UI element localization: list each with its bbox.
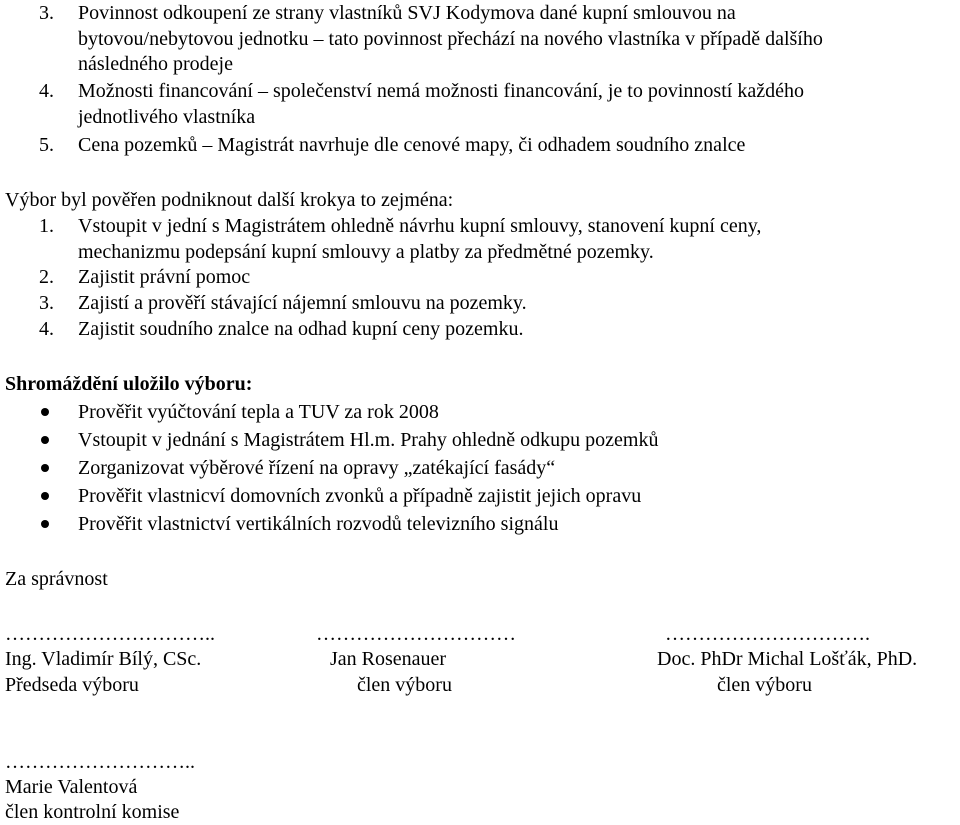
bullet-text: Prověřit vlastnicví domovních zvonků a případně zajistit jejich opravu — [78, 485, 642, 507]
item-text: bytovou/nebytovou jednotku – tato povinnost přechází na nového vlastníka v případě dalšího — [78, 28, 823, 50]
item-text: Povinnost odkoupení ze strany vlastníků SVJ Kodymova dané kupní smlouvou na — [78, 2, 736, 24]
closing-text: Za správnost — [5, 568, 108, 590]
item-text: Zajistit právní pomoc — [78, 266, 251, 288]
item-number: 4. — [39, 80, 54, 102]
signature-dots: ………………………….. — [5, 623, 215, 645]
signatory-name: Doc. PhDr Michal Lošťák, PhD. — [657, 648, 918, 670]
item-number: 1. — [39, 215, 54, 237]
item-number: 3. — [39, 292, 54, 314]
item-text: následného prodeje — [78, 53, 233, 75]
item-text: Zajistí a prověří stávající nájemní smlouvu na pozemky. — [78, 292, 527, 314]
bullet-icon — [41, 436, 49, 444]
assembly-heading: Shromáždění uložilo výboru: — [5, 373, 253, 395]
bullet-text: Prověřit vyúčtování tepla a TUV za rok 2008 — [78, 401, 439, 423]
item-text: jednotlivého vlastníka — [78, 106, 256, 128]
signatory-role: člen kontrolní komise — [5, 801, 180, 823]
item-text: Vstoupit v jední s Magistrátem ohledně návrhu kupní smlouvy, stanovení kupní ceny, — [78, 215, 762, 237]
signatory-name: Marie Valentová — [5, 776, 138, 798]
signatory-role: Předseda výboru — [5, 674, 139, 696]
item-text: Zajistit soudního znalce na odhad kupní ceny pozemku. — [78, 318, 524, 340]
signatory-name: Ing. Vladimír Bílý, CSc. — [5, 648, 202, 670]
item-text: Cena pozemků – Magistrát navrhuje dle cenové mapy, či odhadem soudního znalce — [78, 134, 746, 156]
bullet-text: Prověřit vlastnictví vertikálních rozvodů televizního signálu — [78, 513, 559, 535]
bullet-icon — [41, 408, 49, 416]
item-number: 2. — [39, 266, 54, 288]
item-number: 3. — [39, 2, 54, 24]
bullet-text: Zorganizovat výběrové řízení na opravy „zatékající fasády“ — [78, 457, 556, 479]
committee-heading: Výbor byl pověřen podniknout další krokya to zejména: — [5, 189, 454, 211]
signatory-role: člen výboru — [717, 674, 812, 696]
signature-dots: …………………………. — [665, 623, 870, 645]
item-text: mechanizmu podepsání kupní smlouvy a platby za předmětné pozemky. — [78, 241, 654, 263]
signatory-role: člen výboru — [357, 674, 452, 696]
signatory-name: Jan Rosenauer — [330, 648, 447, 670]
bullet-icon — [41, 492, 49, 500]
signature-dots: ……………………….. — [5, 751, 195, 773]
item-text: Možnosti financování – společenství nemá možnosti financování, je to povinností každého — [78, 80, 804, 102]
item-number: 4. — [39, 318, 54, 340]
item-number: 5. — [39, 134, 54, 156]
bullet-text: Vstoupit v jednání s Magistrátem Hl.m. Prahy ohledně odkupu pozemků — [78, 429, 659, 451]
signature-dots: ………………………… — [316, 623, 516, 645]
bullet-icon — [41, 520, 49, 528]
bullet-icon — [41, 464, 49, 472]
